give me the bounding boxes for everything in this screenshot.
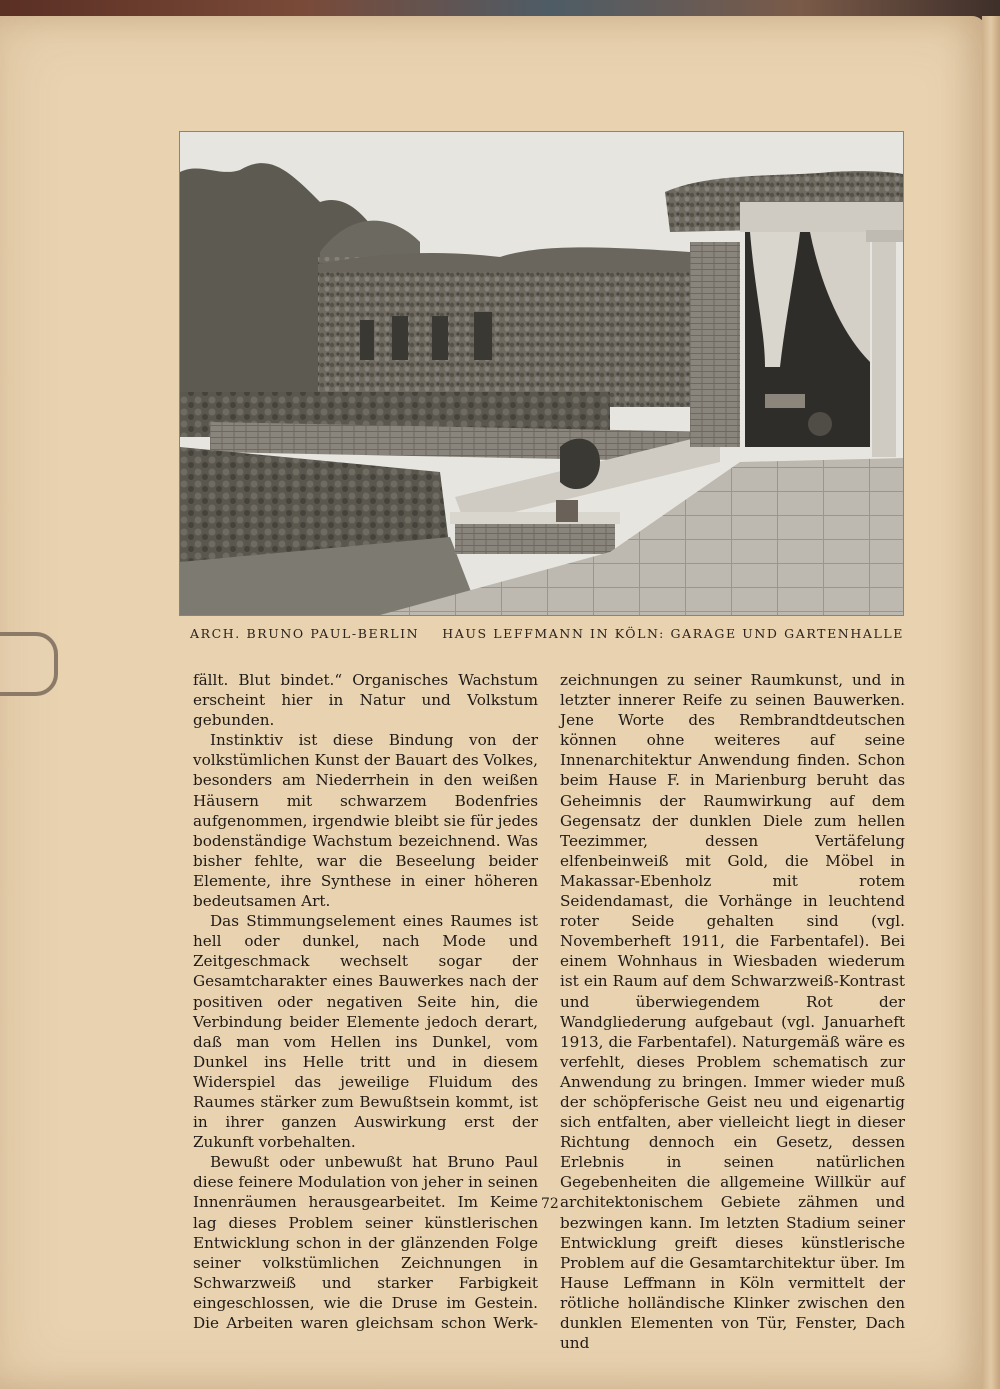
photo-caption-architect: ARCH. BRUNO PAUL-BERLIN <box>190 626 420 641</box>
text-column-left <box>193 670 538 1333</box>
text-column-right <box>560 670 905 1353</box>
page-number: 72 <box>541 1196 559 1212</box>
article-photo <box>179 131 904 616</box>
paragraph: zeichnungen zu seiner Raumkunst, und in letzter innerer Reife zu seinen Bauwerken. Jene Worte des Rembrandtdeutschen können ohne weiteres auf seine Innenarchitektur Anwendung finden. Schon beim Hause F. in Marienburg beruht das Geheimnis der Raumwirkung auf dem Gegensatz der dunklen Diele zum hellen Teezimmer, dessen Vertäfelung elfenbeinweiß mit Gold, die Möbel in Makassar-Ebenholz mit rotem Seidendamast, die Vorhänge in leuchtend roter Seide gehalten sind (vgl. Novemberheft 1911, die Farbentafel). Bei einem Wohnhaus in Wiesbaden wiederum ist ein Raum auf dem Schwarzweiß-Kontrast und überwiegendem Rot der Wandgliederung aufgebaut (vgl. Januarheft 1913, die Farbentafel). Naturgemäß wäre es verfehlt, dieses Problem schematisch zur Anwendung zu bringen. Immer wieder muß der schöpferische Geist neu und eigenartig sich entfalten, aber vielleicht liegt in dieser Richtung dennoch ein Gesetz, dessen Erlebnis in seinen natürlichen Gegebenheiten die allgemeine Willkür auf architektonischem Gebiete zähmen und bezwingen kann. Im letzten Stadium seiner Entwicklung greift dieses künstlerische Problem auf die Gesamtarchitektur über. Im Hause Leffmann in Köln vermittelt der rötliche holländische Klinker zwischen den dunklen Elementen von Tür, Fenster, Dach und <box>560 671 905 1353</box>
page-clip-tab <box>0 632 58 696</box>
page-right-edge <box>982 16 1000 1389</box>
paragraph: Das Stimmungselement eines Raumes ist hell oder dunkel, nach Mode und Zeitgeschmack wechselt sogar der Gesamtcharakter eines Bauwerkes nach der positiven oder negativen Seite hin, die Verbindung beider Elemente jedoch derart, daß man vom Hellen ins Dunkel, vom Dunkel ins Helle tritt und in diesem Widerspiel das jeweilige Fluidum des Raumes stärker zum Bewußtsein kommt, ist in ihrer ganzen Auswirkung erst der Zukunft vorbehalten. <box>193 912 538 1152</box>
paragraph: Instinktiv ist diese Bindung von der volkstümlichen Kunst der Bauart des Volkes, besonders am Niederrhein in den weißen Häusern mit schwarzem Bodenfries aufgenommen, irgendwie bleibt sie für jedes bodenständige Wachstum bezeichnend. Was bisher fehlte, war die Beseelung beider Elemente, ihre Synthese in einer höheren bedeutsamen Art. <box>193 731 538 911</box>
paragraph: Bewußt oder unbewußt hat Bruno Paul diese feinere Modulation von jeher in seinen Innenräumen herausgearbeitet. Im Keime lag dieses Problem seiner künstlerischen Entwicklung schon in der glänzenden Folge seiner volkstümlichen Zeichnungen in Schwarzweiß und starker Farbigkeit eingeschlossen, wie die Druse im Gestein. Die Arbeiten waren gleichsam schon Werk- <box>193 1153 538 1332</box>
paragraph: fällt. Blut bindet.“ Organisches Wachstum erscheint hier in Natur und Volkstum gebunden. <box>193 671 538 730</box>
photo-illustration <box>180 132 903 615</box>
photo-caption-title: HAUS LEFFMANN IN KÖLN: GARAGE UND GARTENHALLE <box>442 626 904 641</box>
